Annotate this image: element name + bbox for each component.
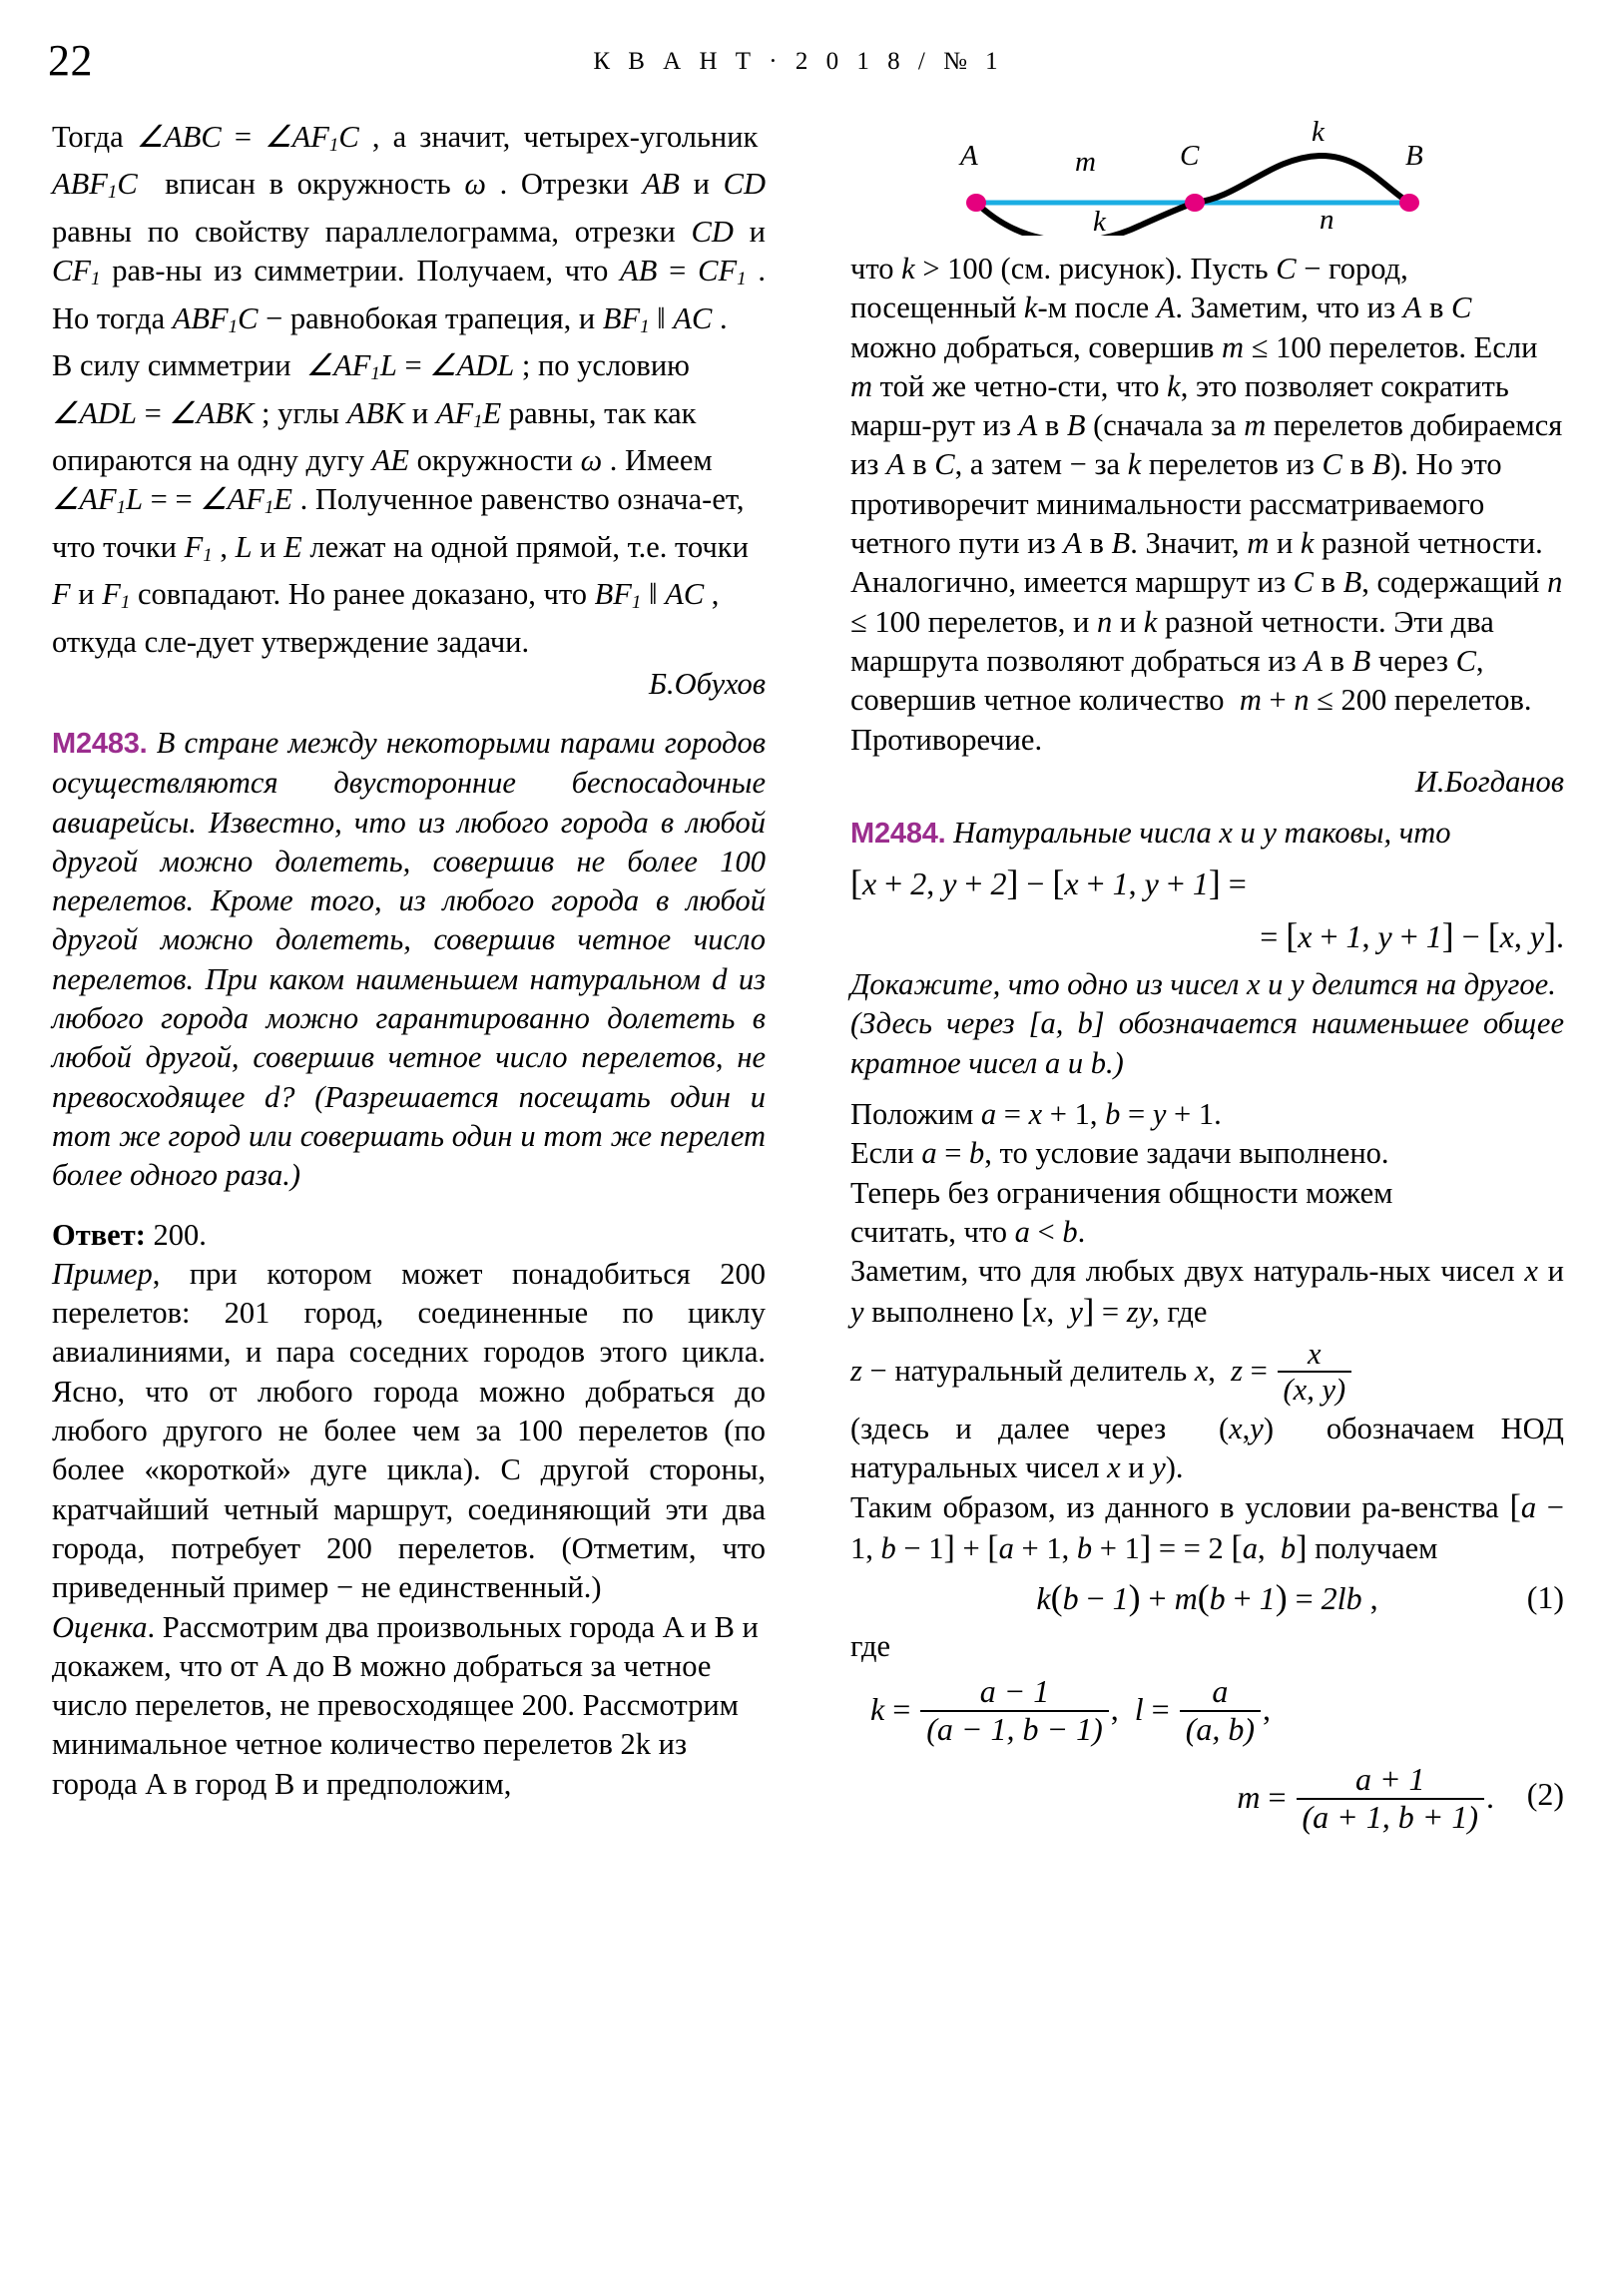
paragraph-symmetry: В силу симметрии $\angle AF_1L$ = ∠ADL ; по условию ∠ADL = ∠ABK ; углы ABK и $AF_1E$ равны, так как опираются на одну дугу AE окружности ω . Имеем $\angle AF_1L$ = = $\angle AF_1E$ . Полученное равенство означа‑ет, что точки $F_1$ , L и E лежат на одной прямой, т.е. точки F и $F_1$ совпадают. Но ранее доказано, что $BF_1$ ‖ AC , откуда сле‑дует утверждение задачи.: [52, 348, 749, 659]
figure-label-m: m: [1075, 146, 1096, 178]
problem-m2484-statement-1: Натуральные числа x и y таковы, что: [953, 815, 1451, 850]
journal-title: К В А Н Т · 2 0 1 8 / № 1: [593, 48, 1004, 75]
figure-path-diagram: [850, 118, 1564, 236]
solution-line-polozhim: Положим a = x + 1, b = y + 1.: [850, 1097, 1222, 1132]
point-c-dot: [1185, 194, 1205, 212]
point-b-dot: [1399, 194, 1419, 212]
left-column: [52, 118, 766, 1804]
answer-value: 200.: [153, 1217, 207, 1252]
estimate-text: . Рассмотрим два произвольных города A и B и докажем, что от A до B можно добраться за четное число перелетов, не превосходящее 200. Рассмотрим минимальное четное количество перелетов 2k из города A в город B и предположим,: [52, 1609, 759, 1801]
solution-line-z-definition: z − натуральный делитель x, z = $\frac{x}{(x, y)}$: [850, 1332, 1564, 1410]
solution-line-zdes: (здесь и далее через (x,y) обозначаем НОД натуральных чисел x и y).: [850, 1411, 1564, 1485]
fraction-k-denominator: (a − 1, b − 1): [920, 1710, 1109, 1748]
answer-label: Ответ:: [52, 1217, 146, 1252]
figure-label-n: n: [1320, 204, 1334, 236]
author-attribution-1: Б.Обухов: [649, 666, 766, 701]
fraction-k: [920, 1674, 1109, 1748]
equation-k-l: k = $\frac{a - 1}{(a - 1, b - 1)}$ , l = $\frac{a}{(a, b)}$ ,: [870, 1673, 1271, 1748]
figure-label-k-top: k: [1312, 116, 1325, 148]
figure-label-b: B: [1405, 140, 1423, 172]
fraction-z-numerator: x: [1308, 1336, 1322, 1371]
figure-label-c: C: [1180, 140, 1200, 172]
fraction-k-numerator: a − 1: [979, 1673, 1050, 1710]
formula-lcm-line-1: [x + 2, y + 2] − [x + 1, y + 1] =: [850, 862, 1247, 903]
equation-1-number: (1): [1526, 1579, 1564, 1616]
problem-m2483: [52, 724, 766, 1196]
author-attribution-2: И.Богданов: [1414, 764, 1564, 799]
solution-line-teper: Теперь без ограничения общности можем: [850, 1175, 1393, 1210]
point-a-dot: [966, 194, 986, 212]
estimate-label: Оценка: [52, 1609, 148, 1644]
page-number: 22: [48, 36, 93, 85]
solution-line-schitat: считать, что a < b.: [850, 1214, 1086, 1249]
figure-label-a: A: [960, 140, 978, 172]
solution-line-esli: Если a = b, то условие задачи выполнено.: [850, 1136, 1389, 1171]
fraction-m-denominator: (a + 1, b + 1): [1297, 1798, 1485, 1836]
example-text: , при котором может понадобиться 200 перелетов: 201 город, соединенные по циклу авиалиниями, и пара соседних городов этого цикла. Ясно, что от любого города можно добраться до любого другого не более чем за 100 перелетов (по более «короткой» дуге цикла). С другой стороны, кратчайший четный маршрут, соединяющий эти два города, потребует 200 перелетов. (Отметим, что приведенный пример − не единственный.): [52, 1256, 766, 1605]
paragraph-example: [52, 1255, 766, 1608]
example-label: Пример: [52, 1256, 153, 1291]
equation-1: k(b − 1) + m(b + 1) = 2lb , (1): [850, 1574, 1564, 1621]
fraction-l: [1180, 1674, 1261, 1748]
solution-line-takim: Таким образом, из данного в условии ра‑венства [a − 1, b − 1] + [a + 1, b + 1] = = 2 [a, b] получаем: [850, 1488, 1564, 1566]
fraction-m: [1297, 1762, 1485, 1836]
problem-m2484-label: M2484.: [850, 817, 946, 850]
fraction-z: [1278, 1337, 1352, 1407]
problem-m2483-label: M2483.: [52, 727, 148, 760]
fraction-m-numerator: a + 1: [1354, 1760, 1425, 1797]
solution-line-zametim: Заметим, что для любых двух натураль‑ных чисел x и y выполнено [x, y] = zy, где: [850, 1254, 1565, 1330]
fraction-l-numerator: a: [1212, 1673, 1229, 1710]
fraction-l-denominator: (a, b): [1180, 1710, 1261, 1748]
answer-line: [52, 1216, 766, 1255]
equation-2-number: (2): [1526, 1775, 1564, 1812]
paragraph-estimate: [52, 1608, 766, 1804]
running-head: [0, 38, 1597, 84]
equation-m: m = $\frac{a + 1}{(a + 1, b + 1)}$ . (2): [1237, 1760, 1564, 1835]
formula-lcm-line-2: = [x + 1, y + 1] − [x, y].: [1260, 915, 1564, 956]
problem-m2483-statement: В стране между некоторыми парами городов осуществляются двусторонние беспосадочные авиарейсы. Известно, что из любого города в любой другой можно долететь, совершив не более 100 перелетов. Кроме того, из любого города в любой другой можно долететь, совершив четное число перелетов. При каком наименьшем натуральном d из любого города можно гарантированно долететь в любой другой, совершив четное число перелетов, не превосходящее d? (Разрешается посещать один и тот же город или совершать один и тот же перелет более одного раза.): [52, 725, 766, 1193]
curve-arc-right: [1195, 156, 1409, 203]
problem-m2484-statement-2: Докажите, что одно из чисел x и y делится на другое.: [850, 967, 1556, 1002]
right-column: [850, 118, 1564, 1844]
problem-m2484: [850, 814, 1564, 854]
paragraph-proof-continuation: Тогда ∠ABC = $\angle AF_1C$ , а значит, четырех‑угольник $ABF_1C$ вписан в окружность ω . Отрезки AB и CD равны по свойству параллелограмма, отрезки CD и $CF_1$ рав‑ны из симметрии. Получаем, что AB = $CF_1$ . Но тогда $ABF_1C$ − равнобокая трапеция, и $BF_1$ ‖ AC .: [52, 120, 767, 337]
fraction-z-denominator: (x, y): [1278, 1371, 1352, 1407]
curve-arc-left: [976, 203, 1195, 236]
problem-m2484-statement-3: (Здесь через [a, b] обозначается наименьшее общее кратное чисел a и b.): [850, 1006, 1564, 1080]
where-label: где: [850, 1629, 891, 1664]
figure-svg: [850, 118, 1564, 236]
figure-label-k-bottom: k: [1093, 206, 1106, 238]
paragraph-continuation: что k > 100 (см. рисунок). Пусть C − город, посещенный k-м после A. Заметим, что из A в C можно добраться, совершив m ≤ 100 перелетов. Если m той же четно‑сти, что k, это позволяет сократить марш‑рут из A в B (сначала за m перелетов добираемся из A в C, а затем − за k перелетов из C в B). Но это противоречит минимальности рассматриваемого четного пути из A в B. Значит, m и k разной четности. Аналогично, имеется маршрут из C в B, содержащий n ≤ 100 перелетов, и n и k разной четности. Эти два маршрута позволяют добраться из A в B через C, совершив четное количество m + n ≤ 200 перелетов. Противоречие.: [850, 252, 1563, 757]
